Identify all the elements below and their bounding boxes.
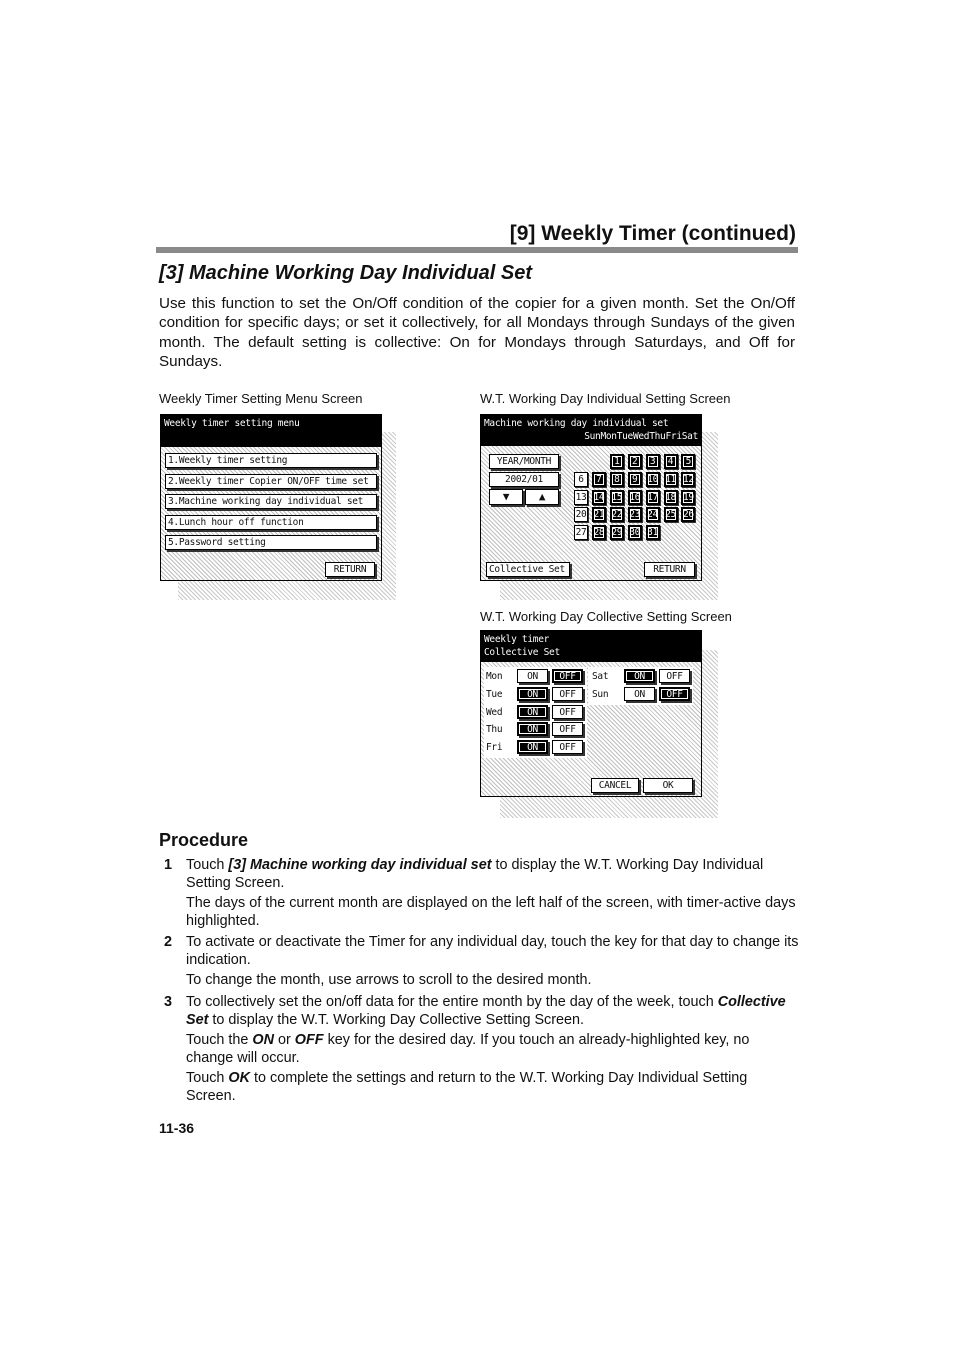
on-button-sat[interactable]: ON xyxy=(624,669,655,683)
month-down-arrow-button[interactable]: ▼ xyxy=(489,489,523,505)
year-month-label: YEAR/MONTH xyxy=(489,454,559,469)
weekday-header: SunMonTueWedThuFriSat xyxy=(584,431,698,442)
day-key-11[interactable]: 11 xyxy=(665,473,676,485)
step3-note-1: Touch the ON or OFF key for the desired day. If you touch an already-highlighted key, no change will occur. xyxy=(186,1032,750,1066)
step1-key-name: [3] Machine working day individual set xyxy=(228,857,492,873)
menu-return-button[interactable]: RETURN xyxy=(325,562,375,577)
day-key-13[interactable]: 13 xyxy=(575,491,587,503)
collective-title-line2: Collective Set xyxy=(484,647,560,658)
day-key-25[interactable]: 25 xyxy=(665,509,676,521)
weekday-label-mon: Mon xyxy=(486,671,503,682)
step3-text-cont: to display the W.T. Working Day Collective Setting Screen. xyxy=(208,1011,585,1028)
off-button-sun[interactable]: OFF xyxy=(659,687,690,701)
day-key-9[interactable]: 9 xyxy=(628,472,642,487)
day-key-3[interactable]: 3 xyxy=(646,454,660,469)
weekday-label-wed: Wed xyxy=(486,706,503,718)
procedure-step-3 xyxy=(159,994,799,1105)
weekday-label-sat: Sat xyxy=(592,671,609,682)
step-number: 3 xyxy=(164,994,173,1010)
day-key-31[interactable]: 31 xyxy=(647,527,659,539)
caption-collective-screen: W.T. Working Day Collective Setting Screen xyxy=(480,609,732,624)
day-key-17[interactable]: 17 xyxy=(647,491,659,503)
day-key-8[interactable]: 8 xyxy=(610,472,624,487)
step1-note: The days of the current month are displayed on the left half of the screen, with timer-active days highlighted. xyxy=(186,895,796,929)
day-key-12[interactable]: 12 xyxy=(682,473,694,485)
off-button-thu[interactable]: OFF xyxy=(552,722,583,736)
caption-individual-screen: W.T. Working Day Individual Setting Screen xyxy=(480,391,731,406)
step1-text-cont: to display the W.T. Working Day Individual Setting Screen. xyxy=(186,857,764,891)
individual-return-button[interactable]: RETURN xyxy=(644,562,695,577)
day-key-21[interactable]: 21 xyxy=(593,509,605,521)
day-key-2[interactable]: 2 xyxy=(628,454,642,469)
month-up-arrow-button[interactable]: ▲ xyxy=(525,489,559,505)
procedure-step-2 xyxy=(159,934,799,990)
day-key-6[interactable]: 6 xyxy=(574,472,588,487)
step-number: 2 xyxy=(164,934,173,950)
day-key-15[interactable]: 15 xyxy=(611,491,623,503)
caption-menu-screen: Weekly Timer Setting Menu Screen xyxy=(159,391,363,406)
menu-item-4[interactable]: 4.Lunch hour off function xyxy=(165,515,377,530)
menu-item-5[interactable]: 5.Password setting xyxy=(165,535,377,550)
ok-button[interactable]: OK xyxy=(643,778,693,793)
day-key-14[interactable]: 14 xyxy=(593,491,605,503)
step2-text: To activate or deactivate the Timer for any individual day, touch the key for that day to change its indication. xyxy=(186,934,799,968)
menu-screen xyxy=(160,414,382,581)
year-month-value: 2002/01 xyxy=(489,472,559,487)
on-button-thu[interactable]: ON xyxy=(517,722,548,736)
individual-screen-title: Machine working day individual set xyxy=(484,418,669,429)
day-key-7[interactable]: 7 xyxy=(592,472,606,487)
weekday-label-thu: Thu xyxy=(486,724,503,736)
menu-item-1[interactable]: 1.Weekly timer setting xyxy=(165,453,377,468)
day-key-20[interactable]: 20 xyxy=(575,509,587,521)
day-key-5[interactable]: 5 xyxy=(681,454,695,469)
day-key-16[interactable]: 16 xyxy=(629,491,641,503)
collective-set-button[interactable]: Collective Set xyxy=(486,562,570,577)
individual-screen-titlebar xyxy=(481,415,701,446)
weekday-label-tue: Tue xyxy=(486,688,503,700)
menu-screen-title: Weekly timer setting menu xyxy=(161,415,381,447)
individual-screen xyxy=(480,414,702,581)
day-key-24[interactable]: 24 xyxy=(647,509,659,521)
step3-key-name: Collective Set xyxy=(186,994,786,1028)
day-key-26[interactable]: 26 xyxy=(682,509,694,521)
step3-text: To collectively set the on/off data for the entire month by the day of the week, touch xyxy=(186,994,718,1010)
page-number: 11-36 xyxy=(159,1120,195,1136)
off-button-tue[interactable]: OFF xyxy=(552,687,583,701)
day-key-29[interactable]: 29 xyxy=(611,527,623,539)
off-button-fri[interactable]: OFF xyxy=(552,740,583,754)
on-button-wed[interactable]: ON xyxy=(517,705,548,719)
collective-title-line1: Weekly timer xyxy=(484,634,550,645)
menu-item-3[interactable]: 3.Machine working day individual set xyxy=(165,494,377,509)
menu-item-2[interactable]: 2.Weekly timer Copier ON/OFF time set xyxy=(165,474,377,489)
day-key-23[interactable]: 23 xyxy=(629,509,641,521)
weekday-label-fri: Fri xyxy=(486,742,503,754)
on-button-tue[interactable]: ON xyxy=(517,687,548,701)
intro-paragraph: Use this function to set the On/Off condition of the copier for a given month. Set the On/Off condition for specific days; or set it collectively, for all Mondays through Sundays of the given month. The default setting is collective: On for Mondays through Saturdays, and Off for Sundays. xyxy=(159,295,795,370)
off-button-wed[interactable]: OFF xyxy=(552,705,583,719)
collective-screen-titlebar xyxy=(481,631,701,662)
collective-screen xyxy=(480,630,702,797)
day-key-4[interactable]: 4 xyxy=(664,454,678,469)
off-button-mon[interactable]: OFF xyxy=(552,669,583,683)
cancel-button[interactable]: CANCEL xyxy=(591,778,639,793)
section-title: [3] Machine Working Day Individual Set xyxy=(159,262,533,284)
procedure-title: Procedure xyxy=(159,830,249,850)
page-header-title: [9] Weekly Timer (continued) xyxy=(509,222,796,245)
step2-note: To change the month, use arrows to scroll to the desired month. xyxy=(186,972,592,988)
step-number: 1 xyxy=(164,857,173,873)
day-key-22[interactable]: 22 xyxy=(611,509,623,521)
step3-note-2: Touch OK to complete the settings and return to the W.T. Working Day Individual Setting Screen. xyxy=(186,1070,748,1104)
day-key-30[interactable]: 30 xyxy=(629,527,641,539)
on-button-mon[interactable]: ON xyxy=(517,669,548,683)
step1-text: Touch xyxy=(186,857,229,873)
day-key-10[interactable]: 10 xyxy=(647,473,659,485)
day-key-19[interactable]: 19 xyxy=(682,491,694,503)
weekday-label-sun: Sun xyxy=(592,688,609,700)
procedure-step-1 xyxy=(159,857,799,930)
on-button-fri[interactable]: ON xyxy=(517,740,548,754)
day-key-1[interactable]: 1 xyxy=(610,454,624,469)
day-key-28[interactable]: 28 xyxy=(593,527,605,539)
on-button-sun[interactable]: ON xyxy=(624,687,655,701)
day-key-18[interactable]: 18 xyxy=(665,491,676,503)
off-button-sat[interactable]: OFF xyxy=(659,669,690,683)
header-rule xyxy=(156,247,798,253)
day-key-27[interactable]: 27 xyxy=(575,527,587,539)
